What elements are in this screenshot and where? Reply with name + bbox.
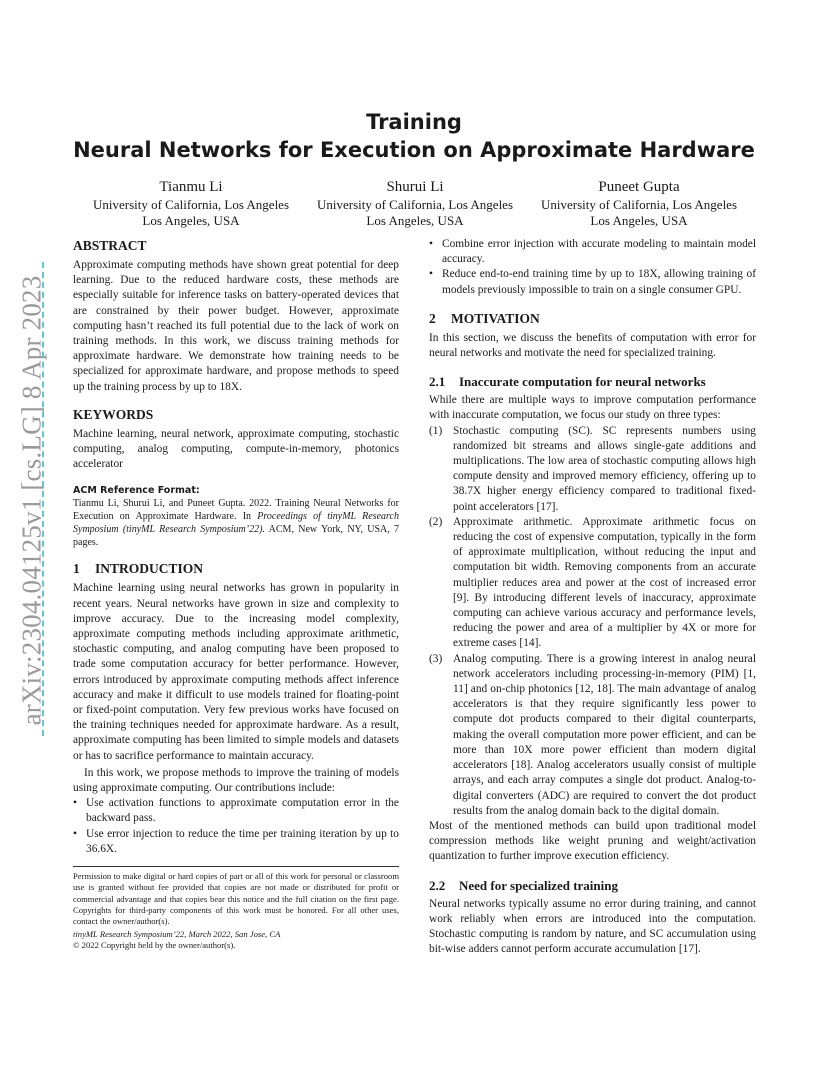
footnote-rule bbox=[73, 866, 399, 867]
keywords-heading: KEYWORDS bbox=[73, 406, 154, 422]
author-name: Puneet Gupta bbox=[598, 179, 680, 195]
author-name: Tianmu Li bbox=[159, 179, 223, 195]
acm-ref-venue: Proceedings of tinyML Research Symposium (tinyML Research Symposium’22). bbox=[73, 511, 399, 536]
subsection-2-1-heading bbox=[429, 373, 756, 391]
list-item bbox=[429, 424, 756, 515]
left-column bbox=[73, 237, 399, 952]
author-affiliation: University of California, Los Angeles bbox=[316, 197, 514, 212]
title-line-2: Neural Networks for Execution on Approximate Hardware bbox=[73, 138, 755, 162]
author-2 bbox=[304, 177, 526, 229]
acm-ref-before: Tianmu Li, Shurui Li, and Puneet Gupta. 2022. Training Neural Networks for Execution on Approximate Hardware. In bbox=[73, 498, 399, 523]
abstract-heading: ABSTRACT bbox=[73, 238, 147, 253]
motivation-text: In this section, we discuss the benefits of computation with error for neural networks and motivate the need for specialized training. bbox=[429, 331, 756, 360]
intro-paragraph-1: Machine learning using neural networks has grown in popularity in recent years. Neural networks have grown in size and complexity to improve accuracy. Due to the increasing model complexity, approximate computing methods including approximate arithmetic, stochastic computing, and analog computing have been proposed to trade some computation accuracy for better performance. However, errors introduced by approximate computing methods affect inference accuracy and make it difficult to use models trained for floating-point or fixed-point computation. Very few previous works have focused on the training techniques needed for approximate hardware. As a result, approximate computing has been limited to simple models and datasets or has to sacrifice performance to maintain accuracy. bbox=[73, 582, 399, 762]
item-label: (3) bbox=[429, 652, 443, 665]
footnote bbox=[73, 871, 399, 951]
arxiv-stamp bbox=[12, 265, 52, 735]
list-item: • Reduce end-to-end training time by up to 18X, allowing training of models previously impossible to train on a single consumer GPU. bbox=[429, 267, 756, 297]
section-number: 2.2 bbox=[429, 877, 446, 893]
section-title: Inaccurate computation for neural networks bbox=[459, 374, 706, 390]
computation-types-list bbox=[429, 424, 756, 819]
subsection-2-1-intro: While there are multiple ways to improve computation performance with inaccurate computation, we focus our study on three types: bbox=[429, 394, 756, 422]
keywords-text: Machine learning, neural network, approximate computing, stochastic computing, analog computing, compute-in-memory, photonics accelerator bbox=[73, 427, 399, 471]
copyright-line: © 2022 Copyright held by the owner/author(s). bbox=[73, 940, 236, 951]
author-block bbox=[80, 177, 750, 229]
author-affiliation: University of California, Los Angeles bbox=[540, 197, 738, 212]
intro-paragraph-2: In this work, we propose methods to improve the training of models using approximate computing. Our contributions include: bbox=[73, 766, 399, 795]
item-label: (1) bbox=[429, 424, 443, 437]
acm-ref-text bbox=[73, 497, 399, 549]
subsection-2-2-text: Neural networks typically assume no error during training, and cannot work reliably when errors are introduced into the computation. Stochastic computing is random by nature, and SC accumulation using bit-wise adders cannot perform accurate accumulation [17]. bbox=[429, 897, 756, 956]
item-text: Analog computing. There is a growing interest in analog neural network accelerators including processing-in-memory (PIM) [1, 11] and on-chip photonics [12, 18]. The main advantage of analog accelerators is that they require significantly less power to compute dot products compared to their digital counterparts, making the overall computation more power efficient, and can be more than 10X more power efficient than modern digital accelerators [18]. Analog accelerators usually consist of multiple arrays, and each array computes a single dot product. Analog-to-digital converters (ADC) are required to convert the dot product results from the analog domain back to the digital domain. bbox=[453, 652, 756, 817]
motivation-heading bbox=[429, 310, 756, 328]
item-text: Approximate arithmetic. Approximate arithmetic focus on reducing the cost of expensive computation, typically in the form of approximate multiplication, without reducing the input and computation bit width. Removing components from an accurate multiplier reduces area and power at the cost of increased error [9]. By introducing different levels of inaccuracy, approximate computing can achieve various accuracy and performance levels, reducing the power and area of a multiplier by 4X or more for extreme cases [14]. bbox=[453, 515, 756, 650]
acm-ref-after: ACM, New York, NY, USA, 7 pages. bbox=[73, 524, 400, 549]
contribution-list-left bbox=[73, 796, 399, 857]
author-name: Shurui Li bbox=[386, 179, 444, 195]
venue-line: tinyML Research Symposium’22, March 2022, San Jose, CA bbox=[73, 929, 281, 940]
section-number: 2 bbox=[429, 310, 436, 326]
section-number: 1 bbox=[73, 561, 80, 577]
intro-heading bbox=[73, 560, 399, 578]
author-location: Los Angeles, USA bbox=[366, 213, 464, 228]
list-item: • Combine error injection with accurate modeling to maintain model accuracy. bbox=[429, 237, 756, 267]
author-location: Los Angeles, USA bbox=[590, 213, 688, 228]
item-label: (2) bbox=[429, 515, 443, 528]
acm-ref-heading: ACM Reference Format: bbox=[73, 485, 200, 497]
contribution-list-right bbox=[429, 237, 756, 298]
list-item bbox=[429, 515, 756, 652]
right-column bbox=[429, 237, 756, 957]
arxiv-id: arXiv:2304.04125v1 [cs.LG] 8 Apr 2023 bbox=[16, 275, 47, 725]
subsection-2-2-heading bbox=[429, 877, 756, 895]
section-title: Need for specialized training bbox=[459, 877, 618, 893]
section-number: 2.1 bbox=[429, 374, 446, 390]
subsection-2-1-outro: Most of the mentioned methods can build upon traditional model compression methods like weight pruning and weight/activation quantization to further improve execution efficiency. bbox=[429, 819, 756, 863]
list-item bbox=[429, 652, 756, 819]
list-item: • Use error injection to reduce the time per training iteration by up to 36.6X. bbox=[73, 827, 399, 857]
author-1 bbox=[80, 177, 302, 229]
abstract-text: Approximate computing methods have shown great potential for deep learning. Due to the reduced hardware costs, these methods are especially suitable for inference tasks on battery-operated devices that are constrained by their power budget. However, approximate computing hasn’t reached its full potential due to the lack of work on training methods. In this work, we discuss training methods for approximate hardware. We demonstrate how training needs to be specialized for approximate hardware, and propose methods to speed up the training process by up to 18X. bbox=[73, 259, 399, 393]
author-3 bbox=[528, 177, 750, 229]
list-item: • Use activation functions to approximate computation error in the backward pass. bbox=[73, 796, 399, 826]
author-affiliation: University of California, Los Angeles bbox=[92, 197, 290, 212]
title-line-1: Training bbox=[366, 110, 462, 134]
paper-title bbox=[60, 108, 768, 164]
section-title: MOTIVATION bbox=[451, 310, 540, 326]
section-title: INTRODUCTION bbox=[95, 561, 204, 577]
permission-notice: Permission to make digital or hard copies of part or all of this work for personal or classroom use is granted without fee provided that copies are not made or distributed for profit or commercial advantage and that copies bear this notice and the full citation on the first page. Copyrights for third-party components of this work must be honored. For all other uses, contact the owner/author(s). bbox=[73, 871, 399, 926]
item-text: Stochastic computing (SC). SC represents numbers using randomized bit streams and allows single-gate additions and multiplications. The low area of stochastic computing allows high compute density and improved memory efficiency, offering up to 38.7X higher energy efficiency compared to traditional fixed-point accelerators [17]. bbox=[453, 424, 756, 513]
arxiv-dashed-line bbox=[42, 262, 44, 736]
author-location: Los Angeles, USA bbox=[142, 213, 240, 228]
